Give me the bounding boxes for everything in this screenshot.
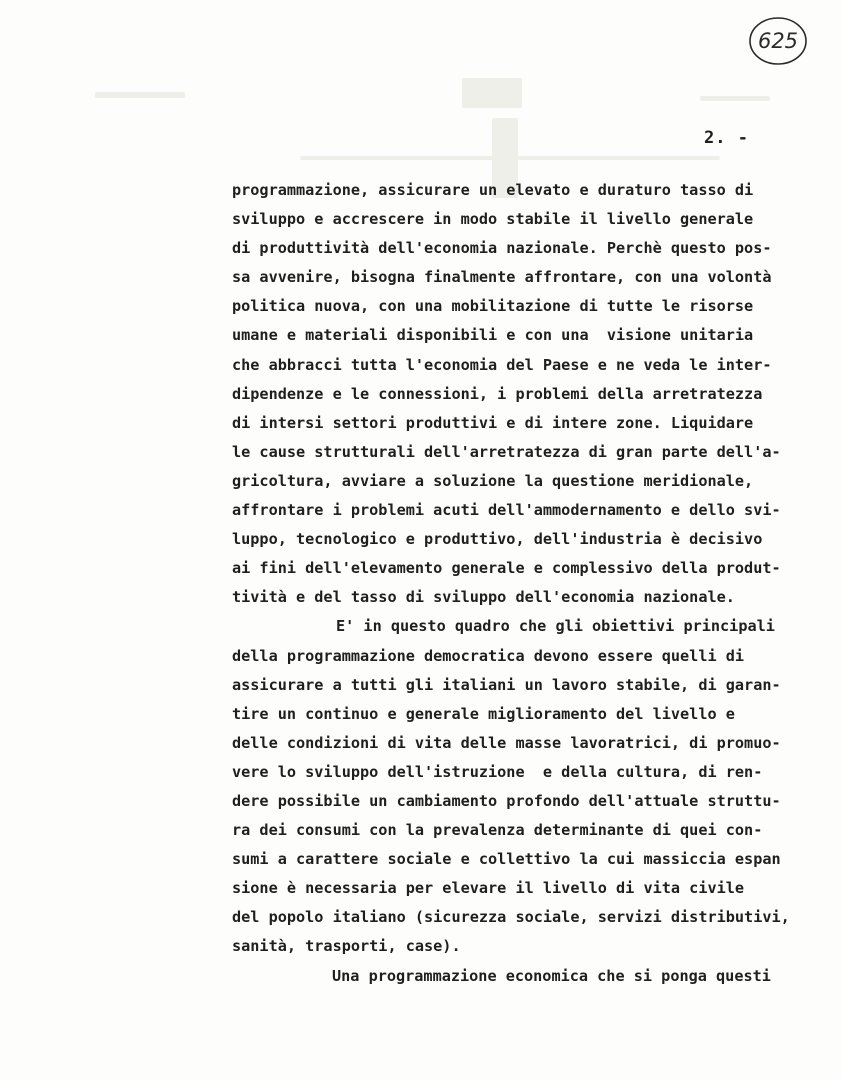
text-line: sa avvenire, bisogna finalmente affrontare, con una volontà	[232, 268, 772, 287]
text-line: affrontare i problemi acuti dell'ammodernamento e dello svi-	[232, 501, 781, 520]
text-line: di intersi settori produttivi e di intere zone. Liquidare	[232, 413, 754, 432]
text-line: gricoltura, avviare a soluzione la questione meridionale,	[232, 471, 754, 490]
text-line: delle condizioni di vita delle masse lavoratrici, di promuo-	[232, 733, 781, 752]
text-line: vere lo sviluppo dell'istruzione e della cultura, di ren-	[232, 762, 763, 781]
archive-stamp	[747, 14, 809, 68]
text-line: sumi a carattere sociale e collettivo la cui massiccia espan	[232, 850, 781, 869]
text-line: programmazione, assicurare un elevato e duraturo tasso di	[232, 181, 754, 199]
text-line: umane e materiali disponibili e con una visione unitaria	[232, 326, 754, 345]
text-line: ai fini dell'elevamento generale e complessivo della produt-	[232, 559, 781, 578]
archive-number: 625	[757, 29, 799, 53]
text-line: luppo, tecnologico e produttivo, dell'industria è decisivo	[232, 530, 763, 549]
text-line: sione è necessaria per elevare il livello di vita civile	[232, 879, 745, 898]
body-text	[232, 176, 837, 991]
text-line: di produttività dell'economia nazionale. Perchè questo pos-	[232, 239, 772, 258]
bleed-through-mark	[462, 78, 522, 108]
text-line: sviluppo e accrescere in modo stabile il livello generale	[232, 210, 754, 229]
text-line: dipendenze e le connessioni, i problemi della arretratezza	[232, 384, 763, 403]
text-line: che abbracci tutta l'economia del Paese e ne veda le inter-	[232, 355, 772, 374]
text-line: politica nuova, con una mobilitazione di tutte le risorse	[232, 297, 754, 316]
page-number: 2. -	[704, 128, 749, 148]
text-line: dere possibile un cambiamento profondo dell'attuale struttu-	[232, 791, 781, 810]
bleed-through-mark	[95, 92, 185, 98]
bleed-through-mark	[700, 96, 770, 101]
text-line: assicurare a tutti gli italiani un lavoro stabile, di garan-	[232, 675, 781, 694]
text-line: tività e del tasso di sviluppo dell'economia nazionale.	[232, 588, 735, 607]
text-line: ra dei consumi con la prevalenza determinante di quei con-	[232, 821, 763, 840]
text-line: le cause strutturali dell'arretratezza di gran parte dell'a-	[232, 442, 781, 461]
text-line: del popolo italiano (sicurezza sociale, servizi distributivi,	[232, 908, 790, 927]
text-line: tire un continuo e generale miglioramento del livello e	[232, 704, 735, 723]
paragraph-start-line: E' in questo quadro che gli obiettivi principali	[336, 617, 775, 636]
text-line: della programmazione democratica devono essere quelli di	[232, 646, 745, 665]
text-line: sanità, trasporti, case).	[232, 937, 461, 956]
paragraph-start-line: Una programmazione economica che si ponga questi	[332, 966, 771, 985]
